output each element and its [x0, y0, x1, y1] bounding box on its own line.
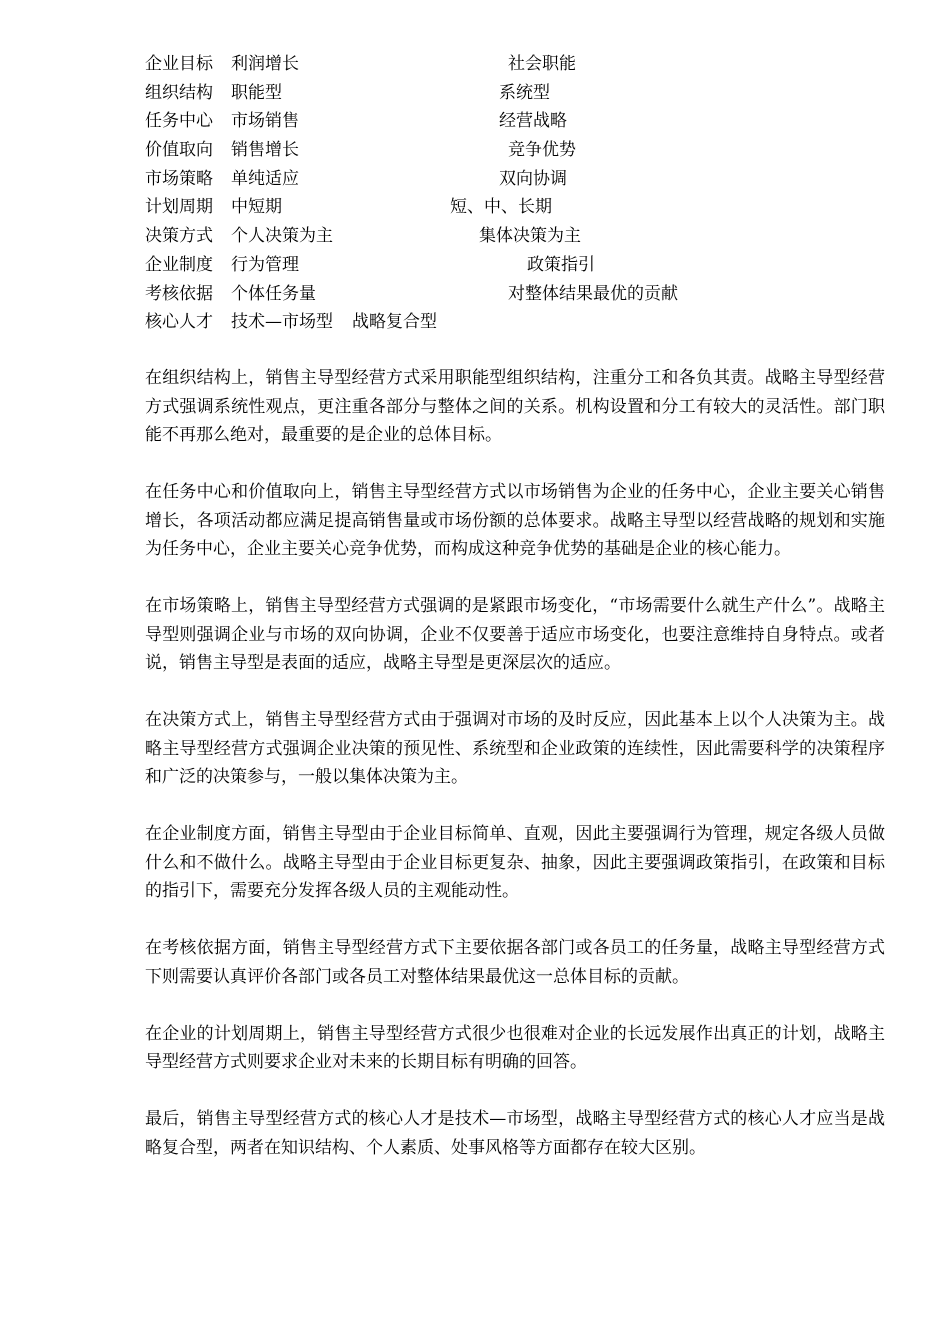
- paragraph: 最后，销售主导型经营方式的核心人才是技术—市场型，战略主导型经营方式的核心人才应当是战略复合型，两者在知识结构、个人素质、处事风格等方面都存在较大区别。: [145, 1109, 885, 1158]
- table-row: [145, 79, 905, 108]
- sales-oriented-value: 单纯适应: [231, 168, 299, 189]
- row-label: 企业制度: [145, 254, 213, 275]
- sales-oriented-value: 个人决策为主: [231, 226, 333, 247]
- row-label: 价值取向: [145, 140, 213, 161]
- strategy-oriented-value: 集体决策为主: [479, 226, 581, 247]
- paragraph: 在市场策略上，销售主导型经营方式强调的是紧跟市场变化，“市场需要什么就生产什么”。战略主导型则强调企业与市场的双向协调，企业不仅要善于适应市场变化，也要注意维持自身特点。或者说，销售主导型是表面的适应，战略主导型是更深层次的适应。: [145, 596, 885, 673]
- table-row: [145, 136, 905, 165]
- table-row: [145, 222, 905, 251]
- table-row: [145, 107, 905, 136]
- paragraph: 在组织结构上，销售主导型经营方式采用职能型组织结构，注重分工和各负其责。战略主导型经营方式强调系统性观点，更注重各部分与整体之间的关系。机构设置和分工有较大的灵活性。部门职能不再那么绝对，最重要的是企业的总体目标。: [145, 368, 885, 445]
- sales-oriented-value: 行为管理: [231, 254, 299, 275]
- table-row: [145, 308, 905, 337]
- table-row: [145, 280, 905, 309]
- strategy-oriented-value: 社会职能: [508, 54, 576, 74]
- paragraph: 在决策方式上，销售主导型经营方式由于强调对市场的及时反应，因此基本上以个人决策为主。战略主导型经营方式强调企业决策的预见性、系统型和企业政策的连续性，因此需要科学的决策程序和广泛的决策参与，一般以集体决策为主。: [145, 710, 885, 787]
- sales-oriented-value: 职能型: [231, 82, 282, 103]
- body-text: [145, 364, 885, 1191]
- strategy-oriented-value: 政策指引: [527, 254, 595, 275]
- table-row: [145, 251, 905, 280]
- sales-oriented-value: 技术—市场型: [231, 312, 333, 333]
- sales-oriented-value: 中短期: [231, 197, 282, 218]
- strategy-oriented-value: 双向协调: [499, 168, 567, 189]
- sales-oriented-value: 市场销售: [231, 111, 299, 132]
- row-label: 考核依据: [145, 283, 213, 304]
- paragraph: 在任务中心和价值取向上，销售主导型经营方式以市场销售为企业的任务中心，企业主要关心销售增长，各项活动都应满足提高销售量或市场份额的总体要求。战略主导型以经营战略的规划和实施为任务中心，企业主要关心竞争优势，而构成这种竞争优势的基础是企业的核心能力。: [145, 482, 885, 559]
- table-row: [145, 50, 905, 79]
- row-label: 组织结构: [145, 82, 213, 103]
- strategy-oriented-value: 对整体结果最优的贡献: [508, 283, 678, 304]
- row-label: 决策方式: [145, 226, 213, 247]
- table-row: [145, 165, 905, 194]
- row-label: 任务中心: [145, 111, 213, 132]
- strategy-oriented-value: 短、中、长期: [450, 197, 552, 218]
- strategy-oriented-value: 系统型: [499, 82, 550, 103]
- row-label: 核心人才: [145, 312, 213, 333]
- sales-oriented-value: 利润增长: [231, 54, 299, 74]
- strategy-oriented-value: 战略复合型: [352, 312, 437, 333]
- table-row: [145, 193, 905, 222]
- paragraph: 在企业的计划周期上，销售主导型经营方式很少也很难对企业的长远发展作出真正的计划，战略主导型经营方式则要求企业对未来的长期目标有明确的回答。: [145, 1023, 885, 1072]
- paragraph: 在企业制度方面，销售主导型由于企业目标简单、直观，因此主要强调行为管理，规定各级人员做什么和不做什么。战略主导型由于企业目标更复杂、抽象，因此主要强调政策指引，在政策和目标的指引下，需要充分发挥各级人员的主观能动性。: [145, 824, 885, 901]
- row-label: 市场策略: [145, 168, 213, 189]
- row-label: 企业目标: [145, 54, 213, 74]
- paragraph: 在考核依据方面，销售主导型经营方式下主要依据各部门或各员工的任务量，战略主导型经营方式下则需要认真评价各部门或各员工对整体结果最优这一总体目标的贡献。: [145, 938, 885, 987]
- row-label: 计划周期: [145, 197, 213, 218]
- strategy-oriented-value: 竞争优势: [508, 140, 576, 161]
- sales-oriented-value: 销售增长: [231, 140, 299, 161]
- comparison-table: [145, 50, 905, 337]
- strategy-oriented-value: 经营战略: [499, 111, 567, 132]
- sales-oriented-value: 个体任务量: [231, 283, 316, 304]
